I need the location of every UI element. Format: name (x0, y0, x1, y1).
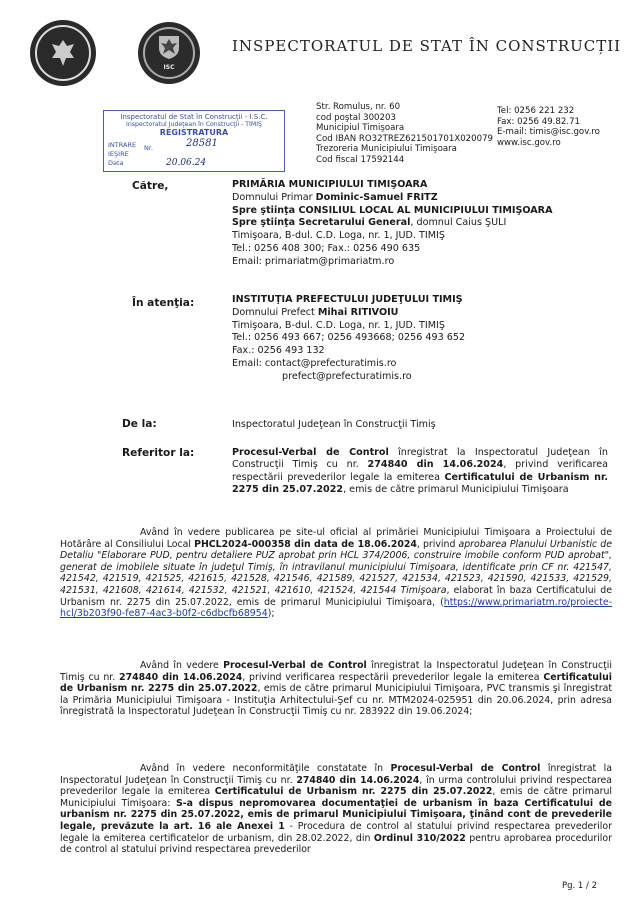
attention-email[interactable]: Email: contact@prefecturatimis.ro (232, 357, 397, 369)
contact-fax: Fax: 0256 49.82.71 (497, 116, 581, 127)
stamp-iesire: IEŞIRE (108, 150, 129, 158)
recipient-mayor: Domnului Primar Dominic-Samuel FRITZ (232, 191, 438, 203)
recipient-secretary: Spre ştiinţa Secretarului General, domnul Caius ŞULI (232, 217, 507, 229)
attention-phone: Tel.: 0256 493 667; 0256 493668; 0256 493 652 (232, 332, 466, 344)
recipient-block (232, 179, 612, 269)
attention-org: INSTITUŢIA PREFECTULUI JUDEŢULUI TIMIŞ (232, 294, 463, 305)
paragraph-nonconformities: Având în vedere neconformităţile constatate în Procesul-Verbal de Control înregistrat la Inspectoratul Judeţean în Construcţii Timiş cu nr. 274840 din 14.06.2024, în urma controlului privind respectarea prevederilor legale la emiterea Certificatului de Urbanism nr. 2275 din 25.07.2022, emis de către primarul Municipiului Timişoara: S-a dispus nepromovarea documentaţiei de urbanism în baza Certificatului de urbanism nr. 2275 din 25.07.2022, emis de primarul Municipiului Timişoara, ţinând cont de prevederile legale, prevăzute la art. 16 ale Anexei 1 - Procedura de control al statului privind respectarea prevederilor legale la emiterea certificatelor de urbanism, din 28.02.2022, din Ordinul 310/2022 pentru aprobarea procedurilor de control al statului privind respectarea prevederilor (60, 763, 612, 856)
address-line: Trezoreria Municipiului Timişoara (316, 144, 457, 155)
stamp-data: Data (108, 159, 124, 167)
mayor-name: Dominic-Samuel FRITZ (315, 191, 438, 203)
institution-title: INSPECTORATUL DE STAT ÎN CONSTRUCȚII (232, 37, 622, 55)
from-value: Inspectoratul Judeţean în Construcţii Timiş (232, 419, 436, 430)
address-block (316, 102, 493, 166)
crest-icon (157, 34, 181, 60)
recipient-address: Timişoara, B-dul. C.D. Loga, nr. 1, JUD. TIMIŞ (232, 230, 445, 242)
stamp-date-value: 20.06.24 (166, 158, 207, 168)
page-number: Pg. 1 / 2 (562, 881, 598, 891)
from-label: De la: (122, 418, 157, 430)
registry-stamp (103, 110, 285, 172)
isc-seal-label: ISC (163, 64, 175, 71)
address-line: Cod fiscal 17592144 (316, 154, 405, 165)
contact-phone: Tel: 0256 221 232 (497, 106, 575, 116)
subject-text: Procesul-Verbal de Control înregistrat la Inspectoratul Judeţean în Construcţii Timiş cu nr. 274840 din 14.06.2024, privind verificarea respectării prevederilor legale la emiterea Certificatului de Urbanism nr. 2275 din 25.07.2022, emis de către primarul Municipiului Timişoara (232, 447, 608, 496)
paragraph-pud-publication: Având în vedere publicarea pe site-ul oficial al primăriei Municipiului Timişoara a Proiectului de Hotărâre al Consiliului Local PHCL2024-000358 din data de 18.06.2024, privind aprobarea Planului Urbanistic de Detaliu "Elaborare PUD, pentru detaliere PUZ aprobat prin HCL 374/2006, construire imobile conform PUD aprobat", generat de imobilele situate în judeţul Timiş, în intravilanul municipiului Timişoara, identificate prin CF nr. 421547, 421542, 421519, 421525, 421615, 421528, 421546, 421589, 421527, 421534, 421523, 421590, 421533, 421529, 421531, 421608, 421614, 421532, 421521, 421610, 421524, 421544 Timişoara, elaborat în baza Certificatului de Urbanism nr. 2275 din 25.07.2022, emis de primarul Municipiului Timişoara, (https://www.primariatm.ro/proiecte-hcl/3b203f90-fe87-4ac3-b0f2-c6dbcfb68954); (60, 527, 612, 620)
recipient-council: Spre ştiinţa CONSILIUL LOCAL AL MUNICIPIULUI TIMIŞOARA (232, 204, 553, 216)
stamp-line-2: Inspectoratul Judeţean în Construcţii - TIMIŞ (126, 121, 262, 128)
attention-block (232, 294, 612, 384)
stamp-intrare: INTRARE (108, 141, 137, 149)
attention-prefect: Domnului Prefect Mihai RITIVOIU (232, 306, 399, 318)
recipient-email[interactable]: Email: primariatm@primariatm.ro (232, 255, 395, 267)
attention-address: Timişoara, B-dul. C.D. Loga, nr. 1, JUD. TIMIŞ (232, 319, 445, 331)
stamp-line-3: REGISTRATURA (159, 128, 229, 137)
recipient-phone: Tel.: 0256 408 300; Fax.: 0256 490 635 (232, 242, 421, 254)
contact-website[interactable]: www.isc.gov.ro (497, 137, 561, 148)
contact-email[interactable]: E-mail: timis@isc.gov.ro (497, 127, 600, 138)
subject-label: Referitor la: (122, 447, 195, 459)
contact-block (497, 106, 600, 148)
attention-email-2[interactable]: prefect@prefecturatimis.ro (282, 370, 412, 382)
recipient-org: PRIMĂRIA MUNICIPIULUI TIMIŞOARA (232, 179, 428, 190)
prefect-name: Mihai RITIVOIU (317, 306, 399, 318)
recipient-label: Către, (132, 180, 169, 192)
stamp-line-1: Inspectoratul de Stat în Construcţii - I.S.C. (120, 113, 268, 121)
stamp-nr: Nr. (144, 144, 154, 152)
stamp-nr-value: 28581 (186, 138, 218, 149)
attention-label: În atenţia: (132, 297, 195, 309)
eagle-icon (50, 38, 76, 68)
paragraph-control-report: Având în vedere Procesul-Verbal de Control înregistrat la Inspectoratul Judeţean în Construcţii Timiş cu nr. 274840 din 14.06.2024, privind verificarea respectării prevederilor legale la emiterea Certificatului de Urbanism nr. 2275 din 25.07.2022, emis de către primarul Municipiului Timişoara, PVC transmis şi înregistrat la Primăria Municipiului Timişoara - Instituţia Arhitectului-Şef cu nr. MTM2024-025951 din 20.06.2024, prin adresa înregistrată la Inspectoratul Judeţean în Construcţii Timiş cu nr. 283922 din 19.06.2024; (60, 660, 612, 718)
hcl-project-link[interactable]: https://www.primariatm.ro/proiecte-hcl/3b203f90-fe87-4ac3-b0f2-c6dbcfb68954 (60, 596, 612, 620)
address-line: Str. Romulus, nr. 60 (316, 102, 401, 112)
address-line: Cod IBAN RO32TREZ621501701X020079 (316, 133, 494, 144)
isc-seal (138, 22, 200, 84)
address-line: cod poştal 300203 (316, 112, 396, 123)
attention-fax: Fax.: 0256 493 132 (232, 345, 325, 357)
romanian-government-seal (30, 20, 96, 86)
address-line: Municipiul Timişoara (316, 123, 405, 134)
